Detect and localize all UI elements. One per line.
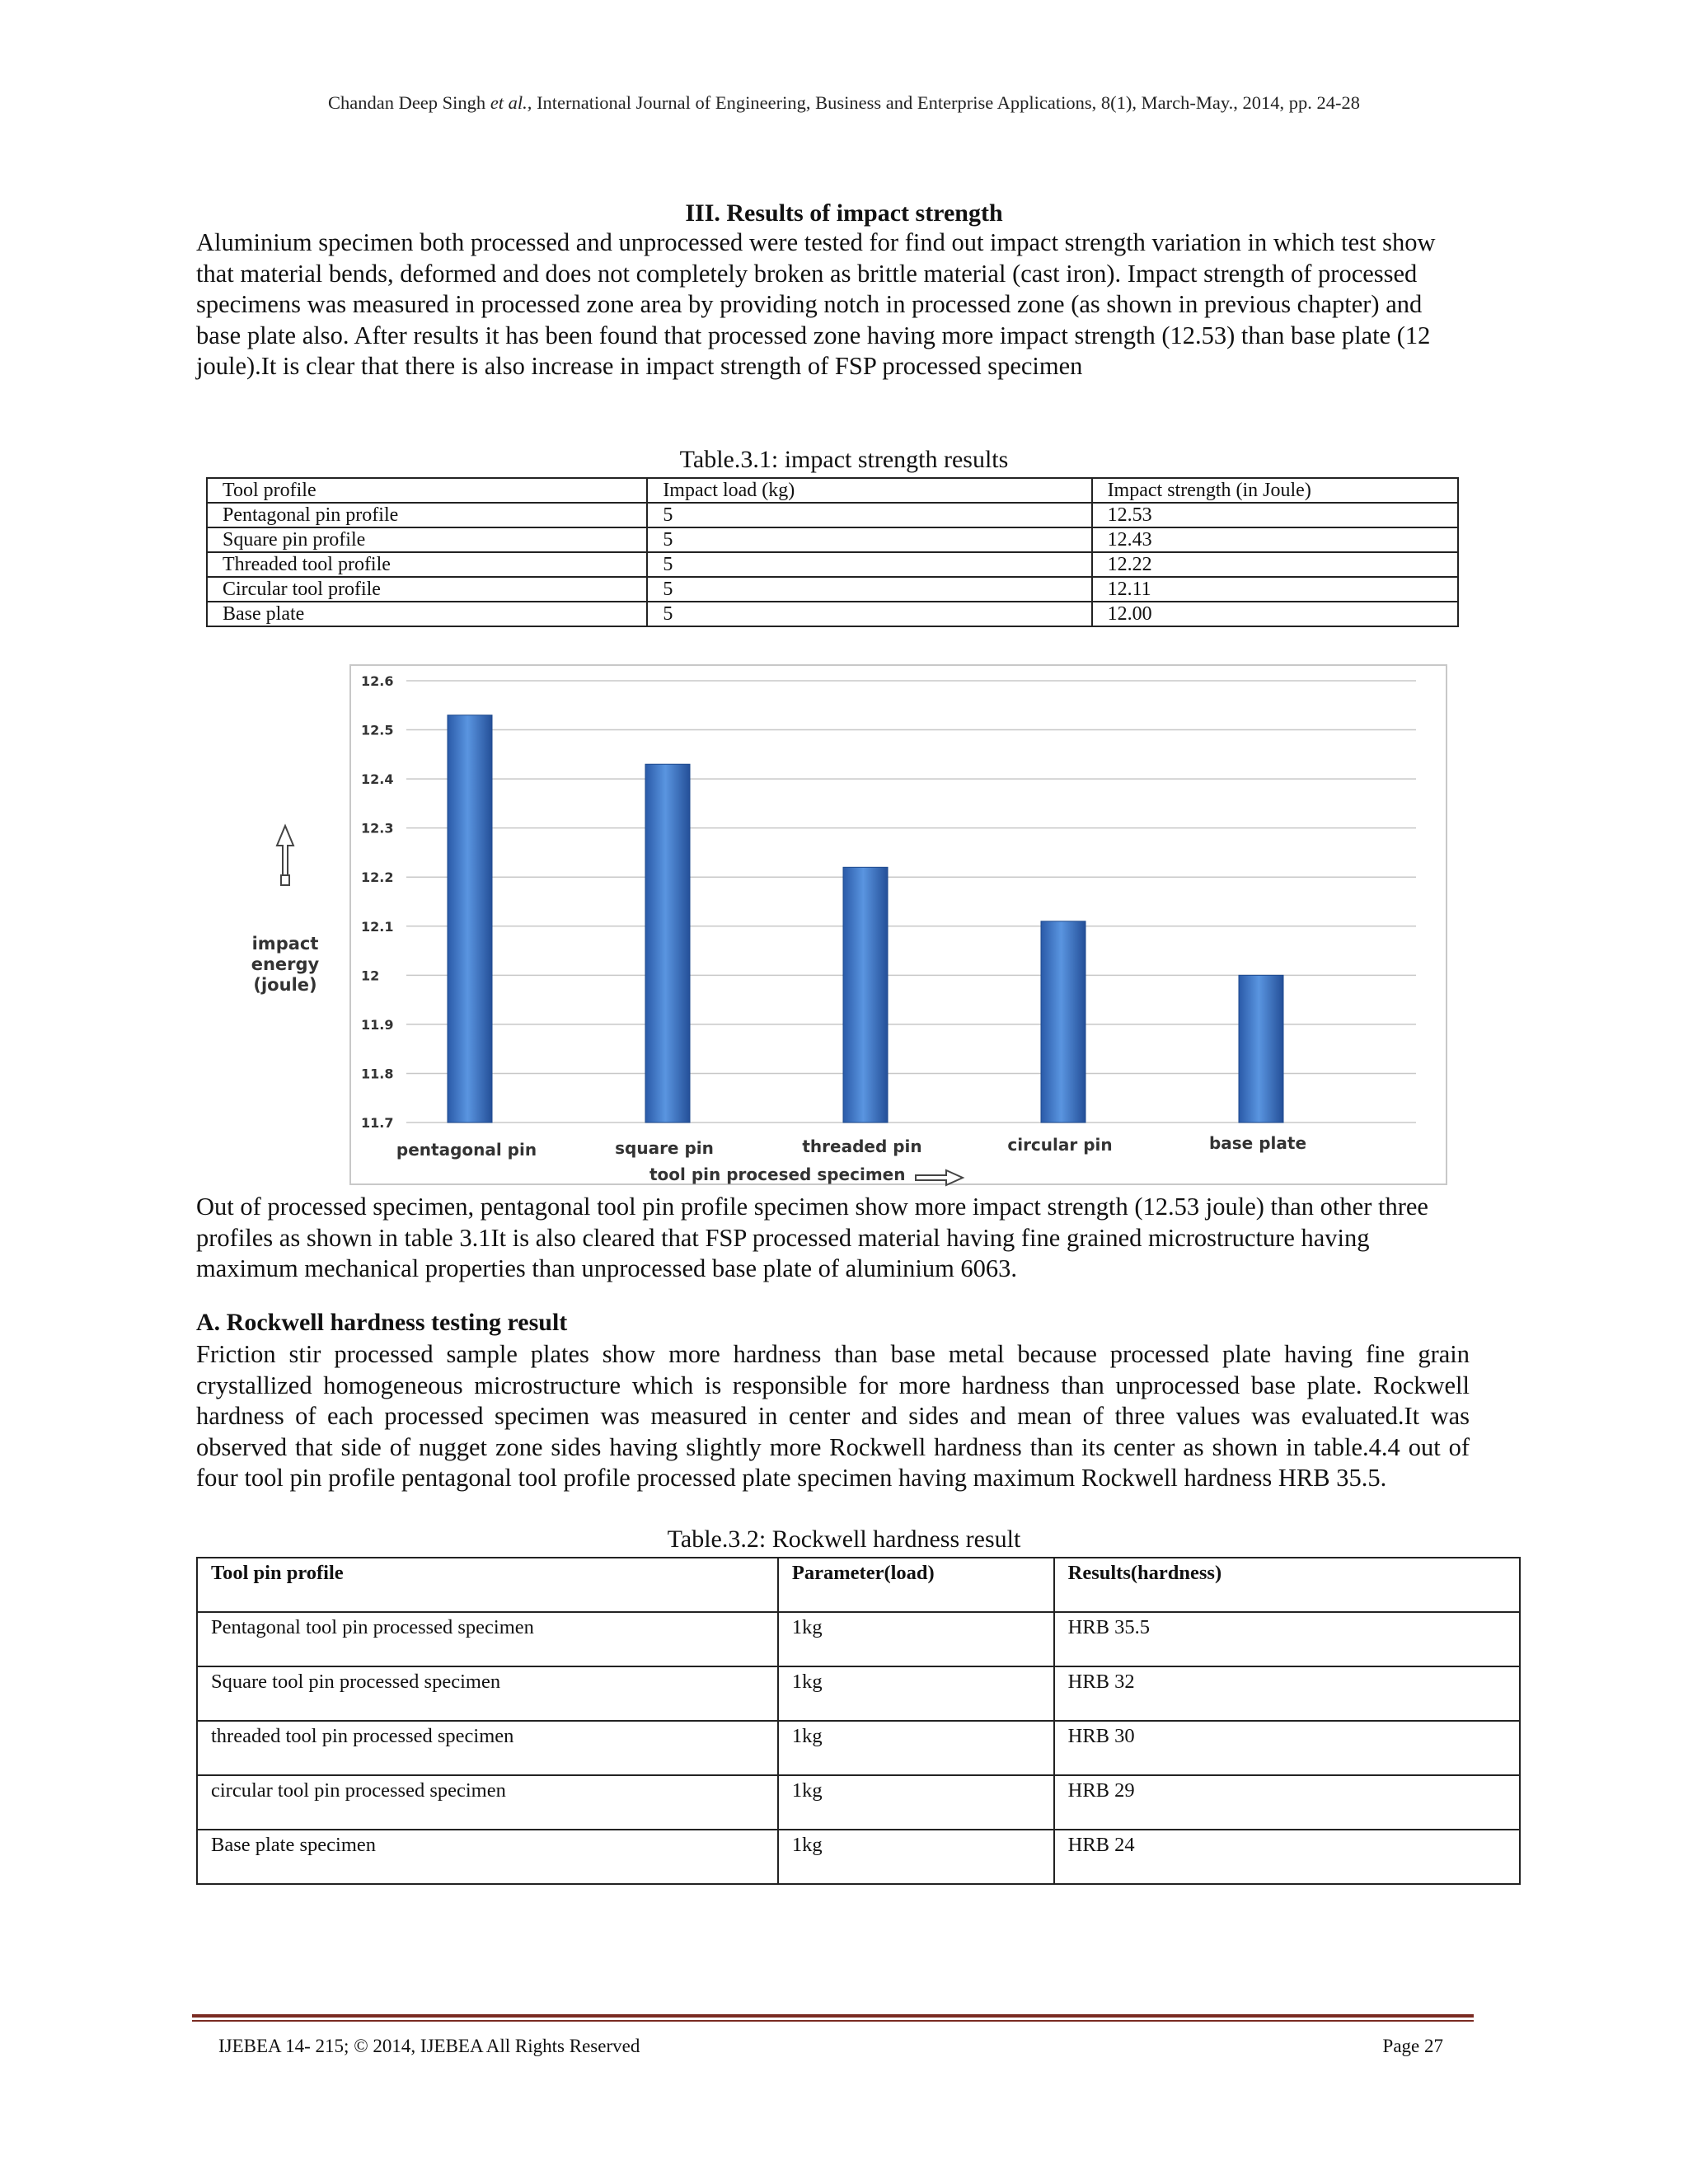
table-cell: 1kg: [778, 1666, 1054, 1721]
table-cell: Base plate specimen: [197, 1830, 778, 1884]
table-cell: 5: [647, 577, 1091, 602]
table-cell: circular tool pin processed specimen: [197, 1775, 778, 1830]
table-cell: 12.11: [1092, 577, 1458, 602]
y-tick-label: 11.8: [361, 1066, 394, 1082]
table-cell: 5: [647, 527, 1091, 552]
y-tick-label: 12.3: [361, 820, 394, 837]
header-etal: et al.,: [490, 92, 532, 113]
y-axis-label-line: (joule): [253, 975, 317, 995]
table-row: [197, 1666, 1520, 1721]
subsection-title: A. Rockwell hardness testing result: [196, 1309, 568, 1336]
table2-caption: Table.3.2: Rockwell hardness result: [667, 1526, 1021, 1553]
table-cell: 12.22: [1092, 552, 1458, 577]
table-row: [207, 503, 1458, 527]
bar: [1041, 921, 1085, 1122]
table1-caption: Table.3.1: impact strength results: [679, 446, 1009, 473]
table-cell: 1kg: [778, 1830, 1054, 1884]
table-cell: Circular tool profile: [207, 577, 647, 602]
impact-energy-bar-chart: [237, 664, 1449, 1190]
table-header-cell: Tool profile: [207, 478, 647, 503]
table-header-cell: Parameter(load): [778, 1558, 1054, 1612]
footer-copyright: IJEBEA 14- 215; © 2014, IJEBEA All Rights Reserved: [218, 2036, 640, 2056]
bar: [448, 715, 492, 1122]
x-category-label: square pin: [615, 1138, 714, 1158]
table-header-row: [197, 1558, 1520, 1612]
impact-strength-table: [206, 477, 1459, 627]
y-tick-label: 12.4: [361, 771, 394, 788]
table-cell: HRB 29: [1054, 1775, 1520, 1830]
y-tick-label: 11.9: [361, 1016, 394, 1033]
table-cell: Pentagonal tool pin processed specimen: [197, 1612, 778, 1666]
x-category-label: pentagonal pin: [396, 1140, 537, 1160]
x-category-label: threaded pin: [802, 1137, 922, 1156]
table-row: [197, 1721, 1520, 1775]
table-cell: HRB 32: [1054, 1666, 1520, 1721]
table-row: [197, 1612, 1520, 1666]
table-cell: threaded tool pin processed specimen: [197, 1721, 778, 1775]
running-header: [0, 92, 1688, 114]
up-arrow-icon: [277, 826, 293, 885]
table-cell: 5: [647, 602, 1091, 626]
table-header-row: [207, 478, 1458, 503]
x-category-label: circular pin: [1007, 1135, 1113, 1155]
table-cell: 12.00: [1092, 602, 1458, 626]
table-cell: Square tool pin processed specimen: [197, 1666, 778, 1721]
y-tick-label: 12: [361, 968, 380, 984]
table-cell: 5: [647, 552, 1091, 577]
rockwell-hardness-table: [196, 1557, 1521, 1885]
paragraph-rockwell: Friction stir processed sample plates show more hardness than base metal because processed plate having fine grain crystallized homogeneous microstructure which is responsible for more hardness than unprocessed base plate. Rockwell hardness of each processed specimen was measured in center and sides and mean of three values was evaluated.It was observed that side of nugget zone sides having slightly more Rockwell hardness than its center as shown in table.4.4 out of four tool pin profile pentagonal tool profile processed plate specimen having maximum Rockwell hardness HRB 35.5.: [196, 1340, 1470, 1492]
y-tick-label: 12.6: [361, 673, 394, 689]
header-citation: International Journal of Engineering, Business and Enterprise Applications, 8(1), March-May., 2014, pp. 24-28: [537, 92, 1361, 113]
table-cell: HRB 30: [1054, 1721, 1520, 1775]
table-header-cell: Results(hardness): [1054, 1558, 1520, 1612]
table-row: [197, 1775, 1520, 1830]
bar: [843, 867, 888, 1122]
table-row: [207, 577, 1458, 602]
table-cell: Square pin profile: [207, 527, 647, 552]
paragraph-impact-conclusion: Out of processed specimen, pentagonal tool pin profile specimen show more impact strength (12.53 joule) than other three profiles as shown in table 3.1It is also cleared that FSP processed material having fine grained microstructure having maximum mechanical properties than unprocessed base plate of aluminium 6063.: [196, 1193, 1428, 1282]
table-cell: 1kg: [778, 1721, 1054, 1775]
y-tick-label: 12.1: [361, 918, 394, 935]
table-row: [207, 602, 1458, 626]
table-cell: 5: [647, 503, 1091, 527]
x-axis-label: tool pin procesed specimen: [649, 1165, 906, 1184]
table-cell: HRB 35.5: [1054, 1612, 1520, 1666]
table-cell: 12.53: [1092, 503, 1458, 527]
table-cell: 1kg: [778, 1612, 1054, 1666]
table-row: [207, 527, 1458, 552]
page-number: Page 27: [1382, 2036, 1443, 2056]
y-axis-label-line: impact: [251, 934, 319, 954]
table-header-cell: Impact strength (in Joule): [1092, 478, 1458, 503]
bar: [645, 764, 690, 1122]
y-tick-label: 12.2: [361, 869, 394, 886]
y-axis-label-line: energy: [251, 954, 320, 974]
table-cell: 12.43: [1092, 527, 1458, 552]
section-title: III. Results of impact strength: [685, 199, 1003, 227]
header-authors: Chandan Deep Singh: [327, 92, 486, 113]
table-row: [207, 552, 1458, 577]
table-row: [197, 1830, 1520, 1884]
footer-rule-thin: [192, 2020, 1474, 2022]
paragraph-impact-intro: Aluminium specimen both processed and unprocessed were tested for find out impact strength variation in which test show that material bends, deformed and does not completely broken as brittle material (cast iron). Impact strength of processed specimens was measured in processed zone area by providing notch in processed zone (as shown in previous chapter) and base plate also. After results it has been found that processed zone having more impact strength (12.53) than base plate (12 joule).It is clear that there is also increase in impact strength of FSP processed specimen: [196, 228, 1436, 380]
bar: [1239, 975, 1283, 1122]
table-cell: Pentagonal pin profile: [207, 503, 647, 527]
y-tick-label: 12.5: [361, 722, 394, 738]
x-category-label: base plate: [1208, 1133, 1307, 1153]
table-cell: Base plate: [207, 602, 647, 626]
table-header-cell: Tool pin profile: [197, 1558, 778, 1612]
table-cell: 1kg: [778, 1775, 1054, 1830]
table-header-cell: Impact load (kg): [647, 478, 1091, 503]
footer-rule: [192, 2014, 1474, 2018]
table-cell: HRB 24: [1054, 1830, 1520, 1884]
table-cell: Threaded tool profile: [207, 552, 647, 577]
y-tick-label: 11.7: [361, 1115, 394, 1131]
